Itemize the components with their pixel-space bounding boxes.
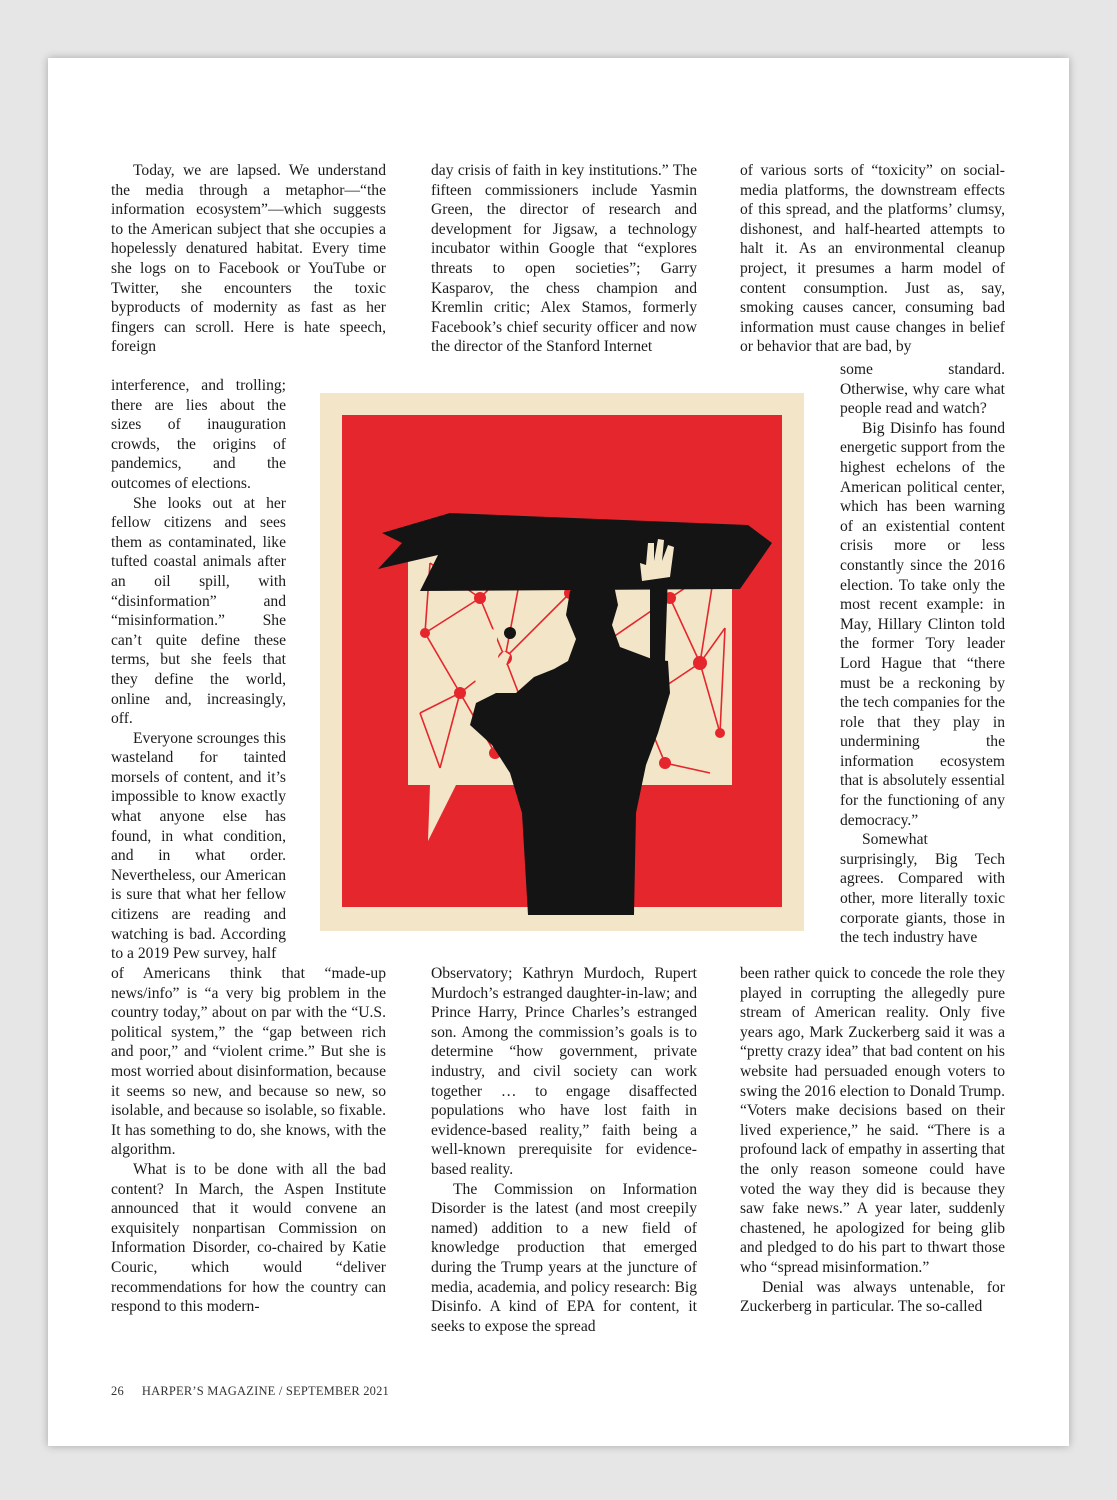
paragraph: She looks out at her fellow citizens and sees them as contaminated, like tufted coastal animals after an oil spill, with “disinformation” and “misinformation.” She can’t quite define these terms, but she feels that they define the world, online and, increasingly, off. xyxy=(111,494,286,728)
paragraph: Denial was always untenable, for Zuckerberg in particular. The so-called xyxy=(740,1278,1005,1316)
paragraph: been rather quick to concede the role they played in corrupting the allegedly pure stream of American reality. Only five years ago, Mark Zuckerberg said it was a “pretty crazy idea” that bad content on his website had persuaded enough voters to swing the 2016 election to Donald Trump. “Voters make decisions based on their lived experience,” he said. “There is a profound lack of empathy in asserting that the only reason someone could have voted the way they did is because they saw fake news.” A year later, suddenly chastened, he apologized for being glib and pledged to do his part to thwart those who “spread misinformation.” xyxy=(740,965,1005,1276)
col2-bottom xyxy=(431,964,697,1336)
lid xyxy=(378,513,772,591)
col3-narrow xyxy=(840,360,1005,948)
illustration xyxy=(320,393,804,931)
paragraph: of various sorts of “toxicity” on social-media platforms, the downstream effects of this spread, and the platforms’ clumsy, dishonest, and half-hearted attempts to halt it. As an environmental cleanup project, it presumes a harm model of content consumption. Just as, say, smoking causes cancer, consuming bad information must cause changes in belief or behavior that are bad, by xyxy=(740,162,1005,356)
paragraph: What is to be done with all the bad content? In March, the Aspen Institute announced that it would convene an exquisitely nonpartisan Commission on Information Disorder, co-chaired by Katie Couric, which would “deliver recommendations for how the country can respond to this modern- xyxy=(111,1160,386,1316)
magazine-page xyxy=(48,58,1069,1446)
paragraph: interference, and trolling; there are lies about the sizes of inauguration crowds, the origins of pandemics, and the outcomes of elections. xyxy=(111,377,286,492)
col3-top xyxy=(740,161,1005,357)
paragraph: Big Disinfo has found energetic support from the highest echelons of the American political center, which has been warning of an existential content crisis more or less constantly since the 2016 election. To take only the most recent example: in May, Hillary Clinton told the former Tory leader Lord Hague that “there must be a reckoning by the tech companies for the role that they play in undermining the information ecosystem that is absolutely essential for the functioning of any democracy.” xyxy=(840,419,1005,829)
paragraph: Observatory; Kathryn Murdoch, Rupert Murdoch’s estranged daughter-in-law; and Prince Harry, Prince Charles’s estranged son. Among the commission’s goals is to determine “how government, private industry, and civil society can work together … to engage disaffected populations who have lost faith in evidence-based reality,” faith being a well-known prerequisite for evidence-based reality. xyxy=(431,965,697,1178)
col3-bottom xyxy=(740,964,1005,1317)
footer xyxy=(111,1384,407,1399)
publication-line: HARPER’S MAGAZINE / SEPTEMBER 2021 xyxy=(141,1384,390,1398)
ink-dot xyxy=(504,627,516,639)
col1-bottom xyxy=(111,964,386,1317)
paragraph: Today, we are lapsed. We understand the media through a metaphor—“the information ecosystem”—which suggests to the American subject that she occupies a hopelessly denatured habitat. Every time she logs on to Facebook or YouTube or Twitter, she encounters the toxic byproducts of modernity as fast as her fingers can scroll. Here is hate speech, foreign xyxy=(111,162,386,356)
page-number: 26 xyxy=(111,1384,124,1398)
paragraph: Somewhat surprisingly, Big Tech agrees. Compared with other, more literally toxic corporate giants, those in the tech industry have xyxy=(840,831,1005,947)
raised-arm xyxy=(650,573,668,665)
col2-top xyxy=(431,161,697,357)
paragraph: of Americans think that “made-up news/info” is “a very big problem in the country today,” about on par with the “U.S. political system,” the “gap between rich and poor,” and “violent crime.” But she is most worried about disinformation, because it seems so new, and because so new, so isolable, and because so isolable, so fixable. It has something to do, she knows, with the algorithm. xyxy=(111,965,386,1159)
paragraph: The Commission on Information Disorder is the latest (and most creepily named) addition to a new field of knowledge production that emerged during the Trump years at the juncture of media, academia, and policy research: Big Disinfo. A kind of EPA for content, it seeks to expose the spread xyxy=(431,1180,697,1335)
col1-top xyxy=(111,161,386,357)
paragraph: day crisis of faith in key institutions.” The fifteen commissioners include Yasmin Green, the director of research and development for Jigsaw, a technology incubator within Google that “explores threats to open societies”; Garry Kasparov, the chess champion and Kremlin critic; Alex Stamos, formerly Facebook’s chief security officer and now the director of the Stanford Internet xyxy=(431,162,697,356)
col1-narrow xyxy=(111,376,286,964)
paragraph: Everyone scrounges this wasteland for tainted morsels of content, and it’s impossible to know exactly what anyone else has found, in what condition, and in what order. Nevertheless, our American is sure that what her fellow citizens are reading and watching is bad. According to a 2019 Pew survey, half xyxy=(111,729,286,963)
paragraph: some standard. Otherwise, why care what people read and watch? xyxy=(840,361,1005,418)
